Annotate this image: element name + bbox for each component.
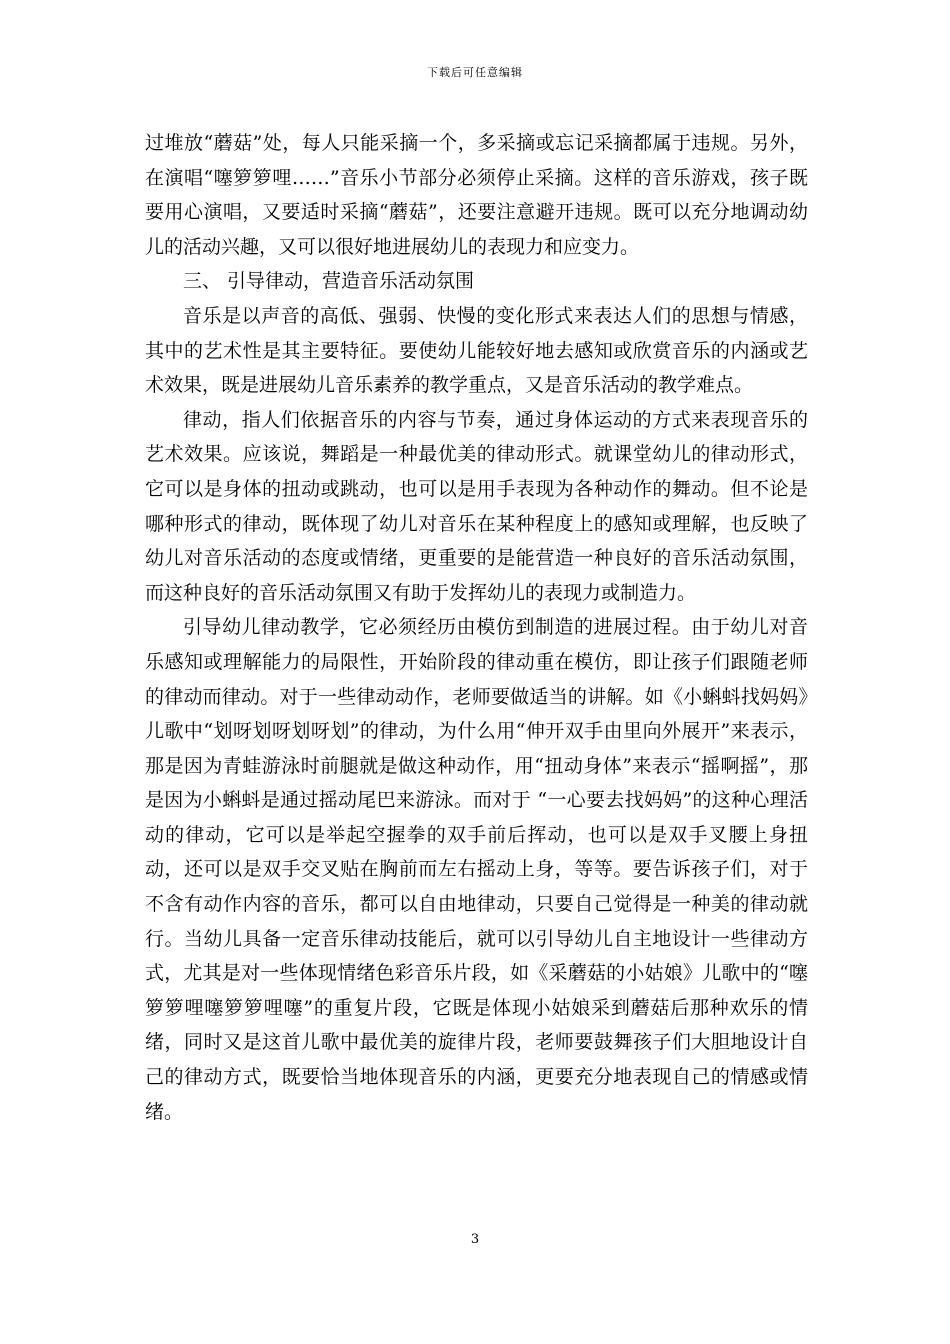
paragraph: 音乐是以声音的高低、强弱、快慢的变化形式来表达人们的思想与情感，其中的艺术性是其主要特征。要使幼儿能较好地去感知或欣赏音乐的内涵或艺术效果，既是进展幼儿音乐素养的教学重点，又是音乐活动的教学难点。	[145, 304, 808, 397]
section-heading: 三、 引导律动，营造音乐活动氛围	[183, 270, 475, 293]
page-number: 3	[470, 1232, 480, 1247]
document-body	[145, 126, 808, 1129]
paragraph: 引导幼儿律动教学，它必须经历由模仿到制造的进展过程。由于幼儿对音乐感知或理解能力的局限性，开始阶段的律动重在模仿，即让孩子们跟随老师的律动而律动。对于一些律动动作，老师要做适当的讲解。如《小蝌蚪找妈妈》儿歌中“划呀划呀划呀划”的律动，为什么用“伸开双手由里向外展开”来表示，那是因为青蛙游泳时前腿就是做这种动作，用“扭动身体”来表示“摇啊摇”，那是因为小蝌蚪是通过摇动尾巴来游泳。而对于 “一心要去找妈妈”的这种心理活动的律动，它可以是举起空握拳的双手前后挥动，也可以是双手叉腰上身扭动，还可以是双手交叉贴在胸前而左右摇动上身，等等。要告诉孩子们，对于不含有动作内容的音乐，都可以自由地律动，只要自己觉得是一种美的律动就行。当幼儿具备一定音乐律动技能后，就可以引导幼儿自主地设计一些律动方式，尤其是对一些体现情绪色彩音乐片段，如《采蘑菇的小姑娘》儿歌中的“噻箩箩哩噻箩箩哩噻”的重复片段，它既是体现小姑娘采到蘑菇后那种欢乐的情绪，同时又是这首儿歌中最优美的旋律片段，老师要鼓舞孩子们大胆地设计自己的律动方式，既要恰当地体现音乐的内涵，更要充分地表现自己的情感或情绪。	[145, 616, 808, 1123]
page-header: 下载后可任意编辑	[427, 66, 523, 79]
paragraph: 律动，指人们依据音乐的内容与节奏，通过身体运动的方式来表现音乐的艺术效果。应该说，舞蹈是一种最优美的律动形式。就课堂幼儿的律动形式，它可以是身体的扭动或跳动，也可以是用手表现为各种动作的舞动。但不论是哪种形式的律动，既体现了幼儿对音乐在某种程度上的感知或理解，也反映了幼儿对音乐活动的态度或情绪，更重要的是能营造一种良好的音乐活动氛围，而这种良好的音乐活动氛围又有助于发挥幼儿的表现力或制造力。	[145, 408, 808, 604]
paragraph-continuation: 过堆放“蘑菇”处，每人只能采摘一个，多采摘或忘记采摘都属于违规。另外，在演唱“噻箩箩哩……”音乐小节部分必须停止采摘。这样的音乐游戏，孩子既要用心演唱，又要适时采摘“蘑菇”，还要注意避开违规。既可以充分地调动幼儿的活动兴趣，又可以很好地进展幼儿的表现力和应变力。	[145, 132, 808, 258]
